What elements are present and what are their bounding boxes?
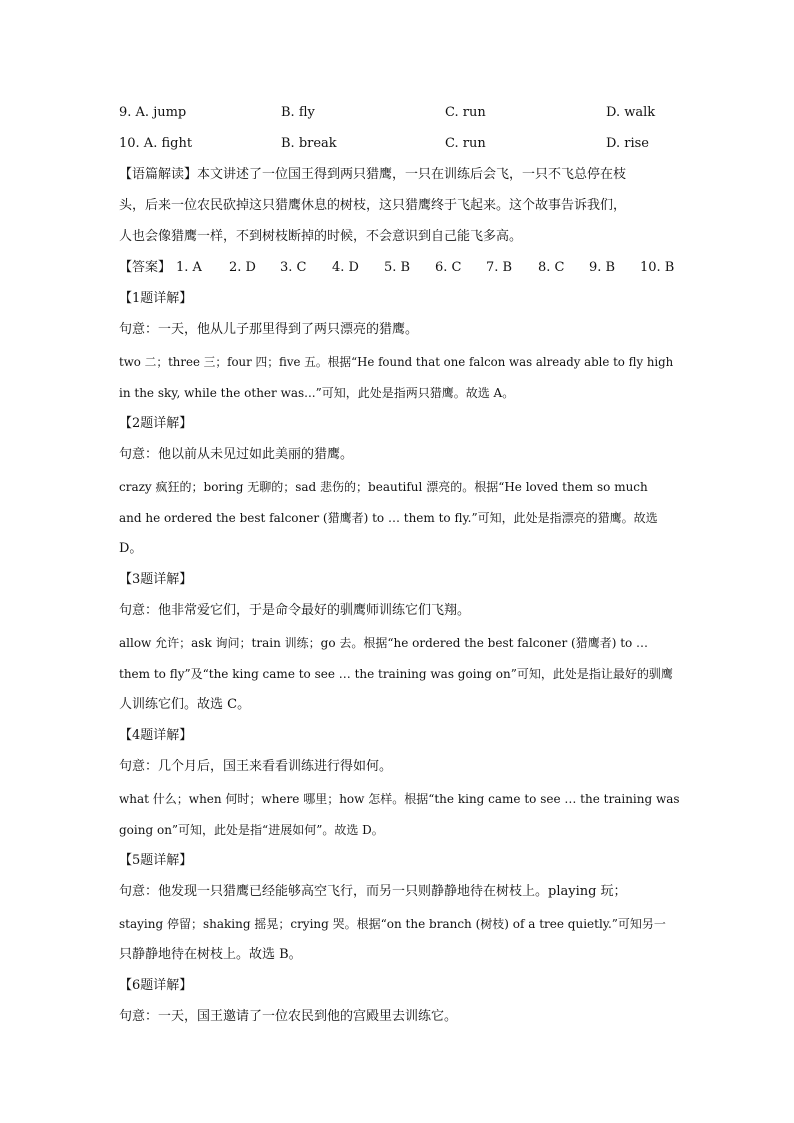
option-d: D. rise <box>606 136 649 151</box>
section-3-title: 【3题详解】 <box>119 572 193 587</box>
answer-item: 3. C <box>280 260 307 275</box>
option-row-9 <box>119 104 679 122</box>
section-6-line: 句意：一天，国王邀请了一位农民到他的宫殿里去训练它。 <box>119 1009 458 1024</box>
option-a: 10. A. fight <box>119 136 193 151</box>
option-d: D. walk <box>606 105 656 120</box>
section-4-title: 【4题详解】 <box>119 728 193 743</box>
section-4-line: what 什么；when 何时；where 哪里；how 怎样。根据“the king came to see … the training was <box>119 792 680 806</box>
option-c: C. run <box>445 105 486 120</box>
answer-item: 7. B <box>486 260 513 275</box>
option-a: 9. A. jump <box>119 105 187 120</box>
section-3-line: them to fly”及“the king came to see … the training was going on”可知，此处是指让最好的驯鹰 <box>119 667 673 681</box>
answer-item: 9. B <box>589 260 616 275</box>
section-3-line: 人训练它们。故选 C。 <box>119 697 251 712</box>
section-1-line: in the sky, while the other was...”可知，此处是指两只猎鹰。故选 A。 <box>119 386 515 400</box>
answer-item: 1. A <box>176 260 202 275</box>
option-b: B. break <box>281 136 337 151</box>
answer-item: 4. D <box>332 260 359 275</box>
section-2-line: D。 <box>119 541 143 556</box>
option-row-10 <box>119 135 679 153</box>
section-2-line: 句意：他以前从未见过如此美丽的猎鹰。 <box>119 447 354 462</box>
option-b: B. fly <box>281 105 315 120</box>
section-2-line: and he ordered the best falconer (猎鹰者) to … them to fly.”可知，此处是指漂亮的猎鹰。故选 <box>119 511 658 525</box>
intro-line-2: 头，后来一位农民砍掉这只猎鹰休息的树枝，这只猎鹰终于飞起来。这个故事告诉我们， <box>119 198 627 213</box>
section-4-line: going on”可知，此处是指“进展如何”。故选 D。 <box>119 823 384 837</box>
section-5-title: 【5题详解】 <box>119 853 193 868</box>
section-4-line: 句意：几个月后，国王来看看训练进行得如何。 <box>119 759 393 774</box>
answer-item: 10. B <box>640 260 675 275</box>
section-2-title: 【2题详解】 <box>119 416 193 431</box>
section-5-line: staying 停留；shaking 摇晃；crying 哭。根据“on the branch (树枝) of a tree quietly.”可知另一 <box>119 917 666 931</box>
section-5-line: 句意：他发现一只猎鹰已经能够高空飞行，而另一只则静静地待在树枝上。playing 玩； <box>119 884 627 899</box>
answer-item: 5. B <box>384 260 411 275</box>
answer-key <box>119 259 679 277</box>
section-3-line: allow 允许；ask 询问；train 训练；go 去。根据“he ordered the best falconer (猎鹰者) to … <box>119 636 649 650</box>
answer-item: 6. C <box>435 260 462 275</box>
option-c: C. run <box>445 136 486 151</box>
section-2-line: crazy 疯狂的；boring 无聊的；sad 悲伤的；beautiful 漂亮的。根据“He loved them so much <box>119 480 648 494</box>
section-1-line: two 二；three 三；four 四；five 五。根据“He found that one falcon was already able to fly high <box>119 355 674 369</box>
section-1-title: 【1题详解】 <box>119 291 193 306</box>
answer-label: 【答案】 <box>119 260 172 275</box>
section-6-title: 【6题详解】 <box>119 978 193 993</box>
section-3-line: 句意：他非常爱它们，于是命令最好的驯鹰师训练它们飞翔。 <box>119 603 471 618</box>
answer-item: 2. D <box>229 260 256 275</box>
intro-line-1: 【语篇解读】本文讲述了一位国王得到两只猎鹰，一只在训练后会飞，一只不飞总停在枝 <box>119 167 627 182</box>
section-5-line: 只静静地待在树枝上。故选 B。 <box>119 947 302 962</box>
section-1-line: 句意：一天，他从儿子那里得到了两只漂亮的猎鹰。 <box>119 322 419 337</box>
intro-line-3: 人也会像猎鹰一样，不到树枝断掉的时候，不会意识到自己能飞多高。 <box>119 229 523 244</box>
answer-item: 8. C <box>538 260 565 275</box>
